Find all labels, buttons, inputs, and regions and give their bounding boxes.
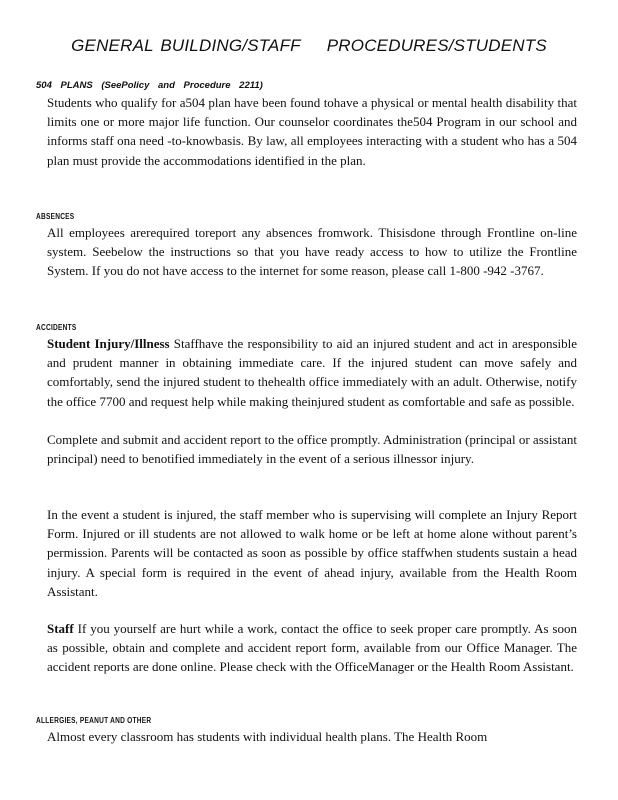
section-heading-504-plans: 504 PLANS (SeePolicy and Procedure 2211) <box>36 80 263 91</box>
section-heading-absences: ABSENCES <box>36 212 75 221</box>
section-body-allergies: Almost every classroom has students with individual health plans. The Health Room <box>47 729 488 744</box>
section-heading-allergies: ALLERGIES, PEANUT AND OTHER <box>36 716 152 725</box>
title-left: GENERAL BUILDING/STAFF <box>71 36 301 55</box>
section-body-staff-injury <box>47 619 577 677</box>
section-body-injury-event: In the event a student is injured, the staff member who is supervising will complete an Injury Report Form. Injured or ill students are not allowed to walk home or be left at home alone without parent’s permission. Parents will be contacted as soon as possible by office staffwhen students sustain a head injury. A special form is required in the event of ahead injury, available from the Health Room Assistant. <box>47 507 577 599</box>
section-body-student-injury <box>47 334 577 411</box>
page-title <box>0 36 618 56</box>
section-heading-accidents: ACCIDENTS <box>36 323 77 332</box>
section-body-accident-report: Complete and submit and accident report to the office promptly. Administration (principal or assistant principal) need to benotified immediately in the event of a serious illnessor injury. <box>47 432 577 467</box>
student-injury-label: Student Injury/Illness <box>47 336 170 351</box>
section-body-absences: All employees arerequired toreport any absences fromwork. Thisisdone through Frontline on-line system. Seebelow the instructions so that you have ready access to how to utilize the Frontline System. If you do not have access to the internet for some reason, please call 1-800 -942 -3767. <box>47 225 577 279</box>
staff-label: Staff <box>47 621 74 636</box>
staff-text: If you yourself are hurt while a work, contact the office to seek proper care promptly. As soon as possible, obtain and complete and accident report form, available from our Office Manager. The accident reports are done online. Please check with the OfficeManager or the Health Room Assistant. <box>47 621 577 675</box>
student-injury-text: Staffhave the responsibility to aid an injured student and act in aresponsible and prudent manner in obtaining immediate care. If the injured student can move safely and comfortably, send the injured student to thehealth office immediately with an adult. Otherwise, notify the office 7700 and request help while making theinjured student as comfortable and safe as possible. <box>47 336 577 409</box>
section-body-504-plans: Students who qualify for a504 plan have been found tohave a physical or mental health disability that limits one or more major life function. Our counselor coordinates the504 Program in our school and informs staff ona need -to-knowbasis. By law, all employees interacting with a student who has a 504 plan must provide the accommodations identified in the plan. <box>47 95 577 168</box>
title-right: PROCEDURES/STUDENTS <box>326 36 547 55</box>
